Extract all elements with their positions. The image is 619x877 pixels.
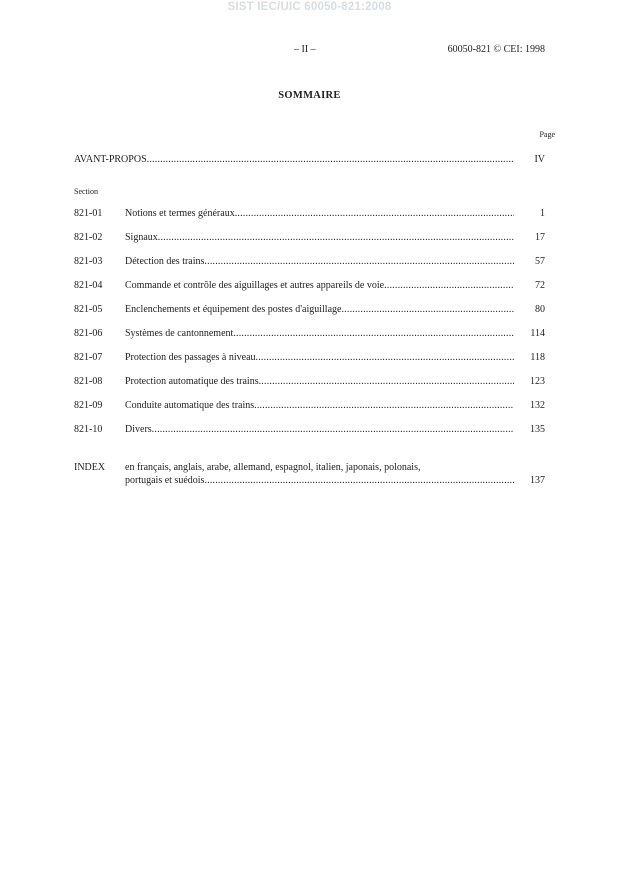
toc-entry-title: AVANT-PROPOS [74,154,147,165]
toc-entry-page: 72 [535,280,545,291]
dot-leader [204,255,514,269]
dot-leader [233,327,514,341]
toc-entry[interactable] [74,207,545,223]
toc-entry-title: Systèmes de cantonnement [125,328,234,339]
index-description: en français, anglais, arabe, allemand, espagnol, italien, japonais, polonais, [125,462,421,473]
toc-entry-title: portugais et suédois [125,475,205,486]
toc-entry-page: 57 [535,256,545,267]
dot-leader [152,423,514,437]
toc-entry-title: Signaux [125,232,158,243]
toc-entry-page: 114 [530,328,545,339]
section-heading: Section [74,187,98,196]
dot-leader [259,375,514,389]
toc-entry[interactable] [74,351,545,367]
toc-entry-title: Protection des passages à niveau [125,352,256,363]
toc-entry[interactable] [74,375,545,391]
toc-entry-page: 17 [535,232,545,243]
toc-entry-title: Commande et contrôle des aiguillages et autres appareils de voie [125,280,385,291]
toc-entry-title: Divers [125,424,152,435]
toc-entry-number: 821-09 [74,400,103,411]
toc-entry-page: 137 [530,475,545,486]
toc-entry[interactable] [74,303,545,319]
toc-entry-page: 132 [530,400,545,411]
toc-entry-title: Conduite automatique des trains [125,400,255,411]
dot-leader [256,351,514,365]
watermark: SIST IEC/UIC 60050-821:2008 [227,1,392,13]
toc-entry[interactable] [74,279,545,295]
toc-entry-page: IV [534,154,545,165]
toc-entry[interactable] [74,327,545,343]
page-title: SOMMAIRE [278,90,341,101]
toc-entry-number: 821-05 [74,304,103,315]
toc-entry-number: 821-02 [74,232,103,243]
index-label: INDEX [74,462,106,473]
page-column-label: Page [539,130,555,139]
toc-entry-page: 118 [530,352,545,363]
toc-entry-page: 123 [530,376,545,387]
dot-leader [341,303,514,317]
toc-entry-number: 821-08 [74,376,103,387]
dot-leader [158,231,514,245]
toc-entry[interactable] [74,399,545,415]
toc-entry-title: Protection automatique des trains [125,376,259,387]
toc-entry-avant-propos[interactable] [74,153,545,169]
dot-leader [384,279,514,293]
dot-leader [235,207,514,221]
toc-entry-page: 135 [530,424,545,435]
toc-entry[interactable] [74,255,545,271]
toc-entry-title: Détection des trains [125,256,205,267]
dot-leader [254,399,514,413]
toc-entry-index[interactable] [74,474,545,490]
toc-entry-number: 821-03 [74,256,103,267]
toc-entry-title: Notions et termes généraux [125,208,235,219]
document-reference: 60050-821 © CEI: 1998 [447,44,545,55]
toc-entry-page: 80 [535,304,545,315]
toc-entry-number: 821-10 [74,424,103,435]
page-number: – II – [294,44,316,55]
toc-entry-number: 821-06 [74,328,103,339]
toc-entry[interactable] [74,231,545,247]
toc-entry-number: 821-01 [74,208,103,219]
toc-entry-title: Enclenchements et équipement des postes d'aiguillage [125,304,342,315]
toc-entry[interactable] [74,423,545,439]
toc-entry-number: 821-07 [74,352,103,363]
toc-entry-page: 1 [540,208,545,219]
dot-leader [204,474,514,488]
toc-entry-number: 821-04 [74,280,103,291]
dot-leader [147,153,514,167]
